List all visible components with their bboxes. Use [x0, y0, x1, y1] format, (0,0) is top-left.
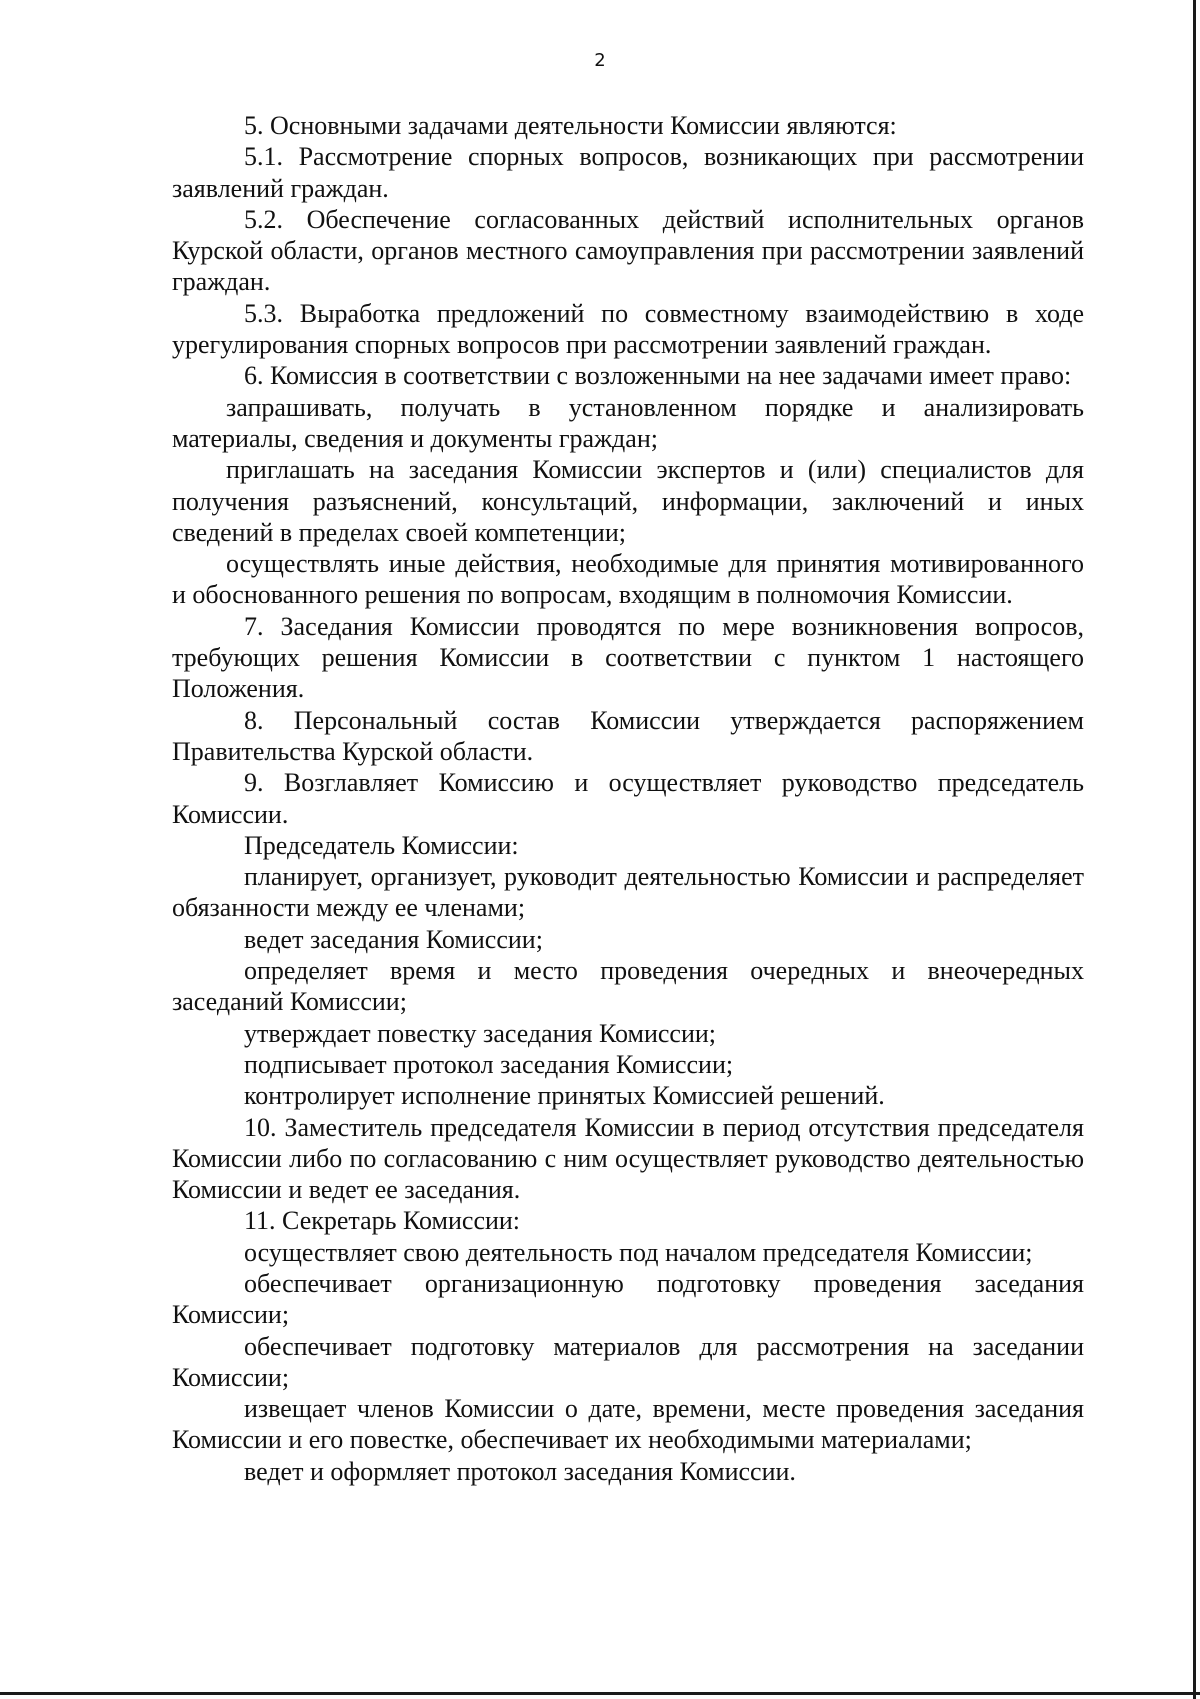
page-number: 2 [594, 50, 606, 71]
paragraph-5-2: 5.2. Обеспечение согласованных действий исполнительных органов Курской области, органов местного самоуправления при рассмотрении заявлений граждан. [172, 204, 1084, 297]
secretary-item-materials: обеспечивает подготовку материалов для рассмотрения на заседании Комиссии; [172, 1331, 1084, 1392]
scan-edge-right [1193, 0, 1196, 1699]
paragraph-6-item-invite: приглашать на заседания Комиссии экспертов и (или) специалистов для получения разъяснений, консультаций, информации, заключений и иных сведений в пределах своей компетенции; [172, 455, 1084, 547]
paragraph-7: 7. Заседания Комиссии проводятся по мере возникновения вопросов, требующих решения Комиссии в соответствии с пунктом 1 настоящего Положения. [172, 611, 1084, 704]
paragraph-6-item-other: осуществлять иные действия, необходимые для принятия мотивированного и обоснованного решения по вопросам, входящим в полномочия Комиссии. [172, 549, 1084, 610]
chairman-item-signs: подписывает протокол заседания Комиссии; [244, 1049, 734, 1079]
paragraph-9: 9. Возглавляет Комиссию и осуществляет руководство председатель Комиссии. [172, 768, 1084, 829]
chairman-item-leads: ведет заседания Комиссии; [244, 924, 543, 954]
secretary-item-organizes: обеспечивает организационную подготовку проведения заседания Комиссии; [172, 1268, 1084, 1330]
paragraph-5: 5. Основными задачами деятельности Комиссии являются: [244, 111, 897, 140]
paragraph-5-3: 5.3. Выработка предложений по совместному взаимодействию в ходе урегулирования спорных вопросов при рассмотрении заявлений граждан. [172, 298, 1084, 360]
paragraph-11: 11. Секретарь Комиссии: [244, 1206, 521, 1236]
chairman-item-schedule: определяет время и место проведения очередных и внеочередных заседаний Комиссии; [172, 956, 1084, 1017]
secretary-item-activity: осуществляет свою деятельность под началом председателя Комиссии; [244, 1237, 1033, 1267]
paragraph-5-1: 5.1. Рассмотрение спорных вопросов, возникающих при рассмотрении заявлений граждан. [172, 142, 1084, 203]
paragraph-6-item-request: запрашивать, получать в установленном порядке и анализировать материалы, сведения и документы граждан; [172, 392, 1084, 453]
secretary-item-minutes: ведет и оформляет протокол заседания Комиссии. [244, 1456, 796, 1486]
paragraph-10: 10. Заместитель председателя Комиссии в период отсутствия председателя Комиссии либо по согласованию с ним осуществляет руководство деятельностью Комиссии и ведет ее заседания. [172, 1112, 1084, 1205]
chairman-heading: Председатель Комиссии: [244, 830, 519, 860]
secretary-item-notifies: извещает членов Комиссии о дате, времени, месте проведения заседания Комиссии и его повестке, обеспечивает их необходимыми материалами; [172, 1394, 1084, 1455]
document-body [172, 110, 1084, 1487]
chairman-item-controls: контролирует исполнение принятых Комиссией решений. [244, 1081, 885, 1111]
chairman-item-agenda: утверждает повестку заседания Комиссии; [244, 1018, 717, 1048]
scan-edge-bottom [0, 1692, 1200, 1695]
paragraph-8: 8. Персональный состав Комиссии утверждается распоряжением Правительства Курской области. [172, 705, 1084, 766]
chairman-item-plans: планирует, организует, руководит деятельностью Комиссии и распределяет обязанности между ее членами; [172, 862, 1084, 923]
paragraph-6: 6. Комиссия в соответствии с возложенными на нее задачами имеет право: [244, 361, 1072, 391]
